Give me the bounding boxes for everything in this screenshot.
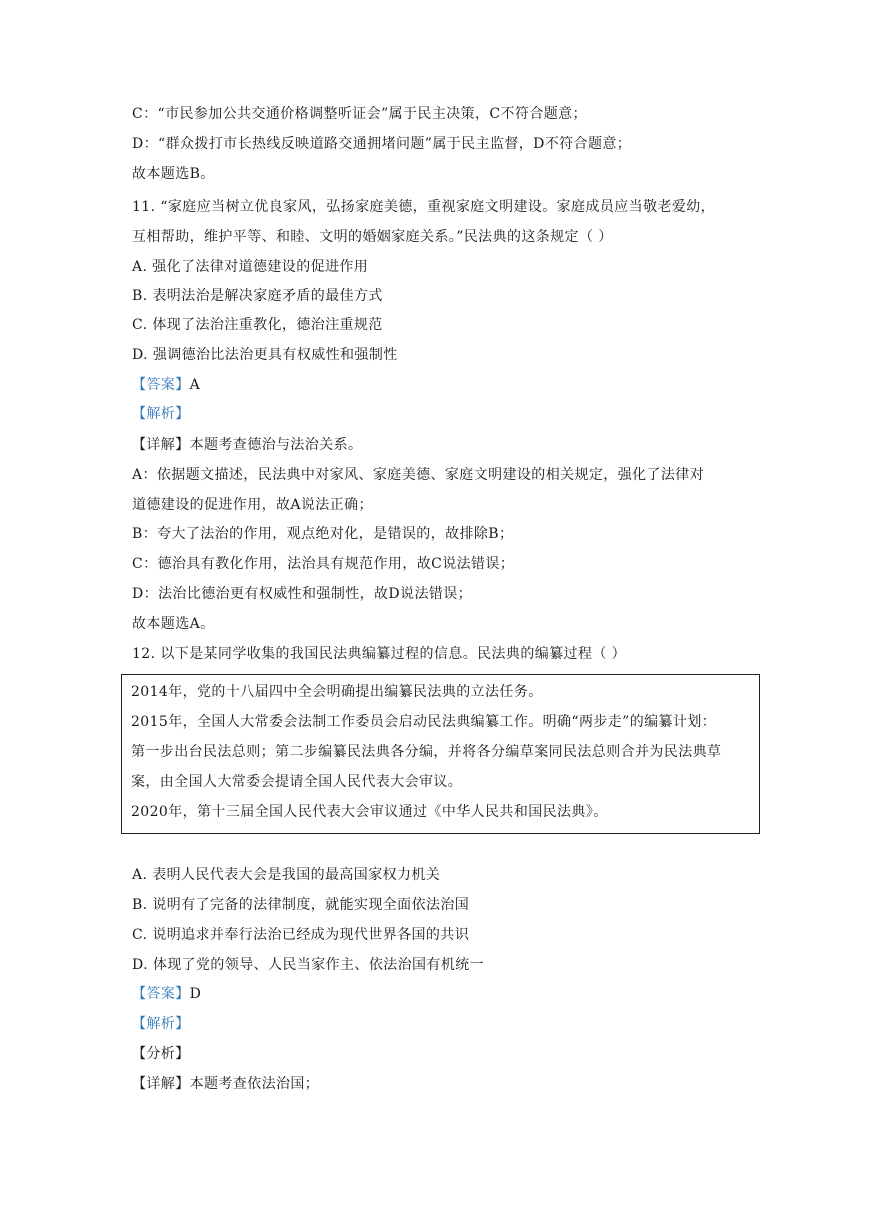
q11-option-a: A. 强化了法律对道德建设的促进作用 <box>132 259 369 275</box>
q11-explanation-b: B：夸大了法治的作用，观点绝对化，是错误的，故排除B； <box>132 526 514 542</box>
q12-material-line3: 第一步出台民法总则；第二步编纂民法典各分编，并将各分编草案同民法总则合并为民法典草 <box>131 744 722 760</box>
q12-answer-label: 【答案】 <box>132 986 190 1002</box>
q11-option-d: D. 强调德治比法治更具有权威性和强制性 <box>132 347 398 363</box>
q11-stem-line1: 11. “家庭应当树立优良家风，弘扬家庭美德，重视家庭文明建设。家庭成员应当敬老爱幼， <box>132 199 716 215</box>
prev-option-c-analysis: C：“市民参加公共交通价格调整听证会”属于民主决策，C不符合题意； <box>132 106 587 122</box>
q12-material-line4: 案，由全国人大常委会提请全国人民代表大会审议。 <box>131 774 463 790</box>
q11-explanation-a2: 道德建设的促进作用，故A说法正确； <box>132 497 373 513</box>
q12-option-a: A. 表明人民代表大会是我国的最高国家权力机关 <box>132 867 441 883</box>
q12-material-line2: 2015年，全国人大常委会法制工作委员会启动民法典编纂工作。明确“两步走”的编纂计划： <box>131 714 717 730</box>
q12-stem: 12. 以下是某同学收集的我国民法典编纂过程的信息。民法典的编纂过程（ ） <box>132 646 626 662</box>
q11-conclusion: 故本题选A。 <box>132 616 215 632</box>
q12-option-b: B. 说明有了完备的法律制度，就能实现全面依法治国 <box>132 897 470 913</box>
q12-material-line5: 2020年，第十三届全国人民代表大会审议通过《中华人民共和国民法典》。 <box>131 804 608 820</box>
q12-detail: 【详解】本题考查依法治国； <box>132 1076 320 1092</box>
q11-detail: 【详解】本题考查德治与法治关系。 <box>132 437 363 453</box>
q11-answer-value: A <box>189 377 201 393</box>
q12-fenxi: 【分析】 <box>132 1046 190 1062</box>
q11-option-b: B. 表明法治是解决家庭矛盾的最佳方式 <box>132 288 383 304</box>
q12-answer-value: D <box>189 986 202 1002</box>
q11-explanation-d: D：法治比德治更有权威性和强制性，故D说法错误； <box>132 586 473 602</box>
q12-option-c: C. 说明追求并奉行法治已经成为现代世界各国的共识 <box>132 927 470 943</box>
prev-conclusion: 故本题选B。 <box>132 166 215 182</box>
q11-answer-label: 【答案】 <box>132 377 190 393</box>
q11-answer <box>132 375 200 395</box>
q12-option-d: D. 体现了党的领导、人民当家作主、依法治国有机统一 <box>132 957 485 973</box>
q11-explanation-c: C：德治具有教化作用，法治具有规范作用，故C说法错误； <box>132 556 515 572</box>
q11-stem-line2: 互相帮助，维护平等、和睦、文明的婚姻家庭关系。”民法典的这条规定（ ） <box>132 229 613 245</box>
q12-answer <box>132 984 201 1004</box>
q12-analysis-label: 【解析】 <box>132 1016 190 1032</box>
q11-analysis-label: 【解析】 <box>132 406 190 422</box>
q12-material-box <box>121 674 760 834</box>
q11-option-c: C. 体现了法治注重教化，德治注重规范 <box>132 317 383 333</box>
q12-material-line1: 2014年，党的十八届四中全会明确提出编纂民法典的立法任务。 <box>131 684 543 700</box>
q11-explanation-a1: A：依据题文描述，民法典中对家风、家庭美德、家庭文明建设的相关规定，强化了法律对 <box>132 467 705 483</box>
prev-option-d-analysis: D：“群众拨打市长热线反映道路交通拥堵问题”属于民主监督，D不符合题意； <box>132 136 632 152</box>
